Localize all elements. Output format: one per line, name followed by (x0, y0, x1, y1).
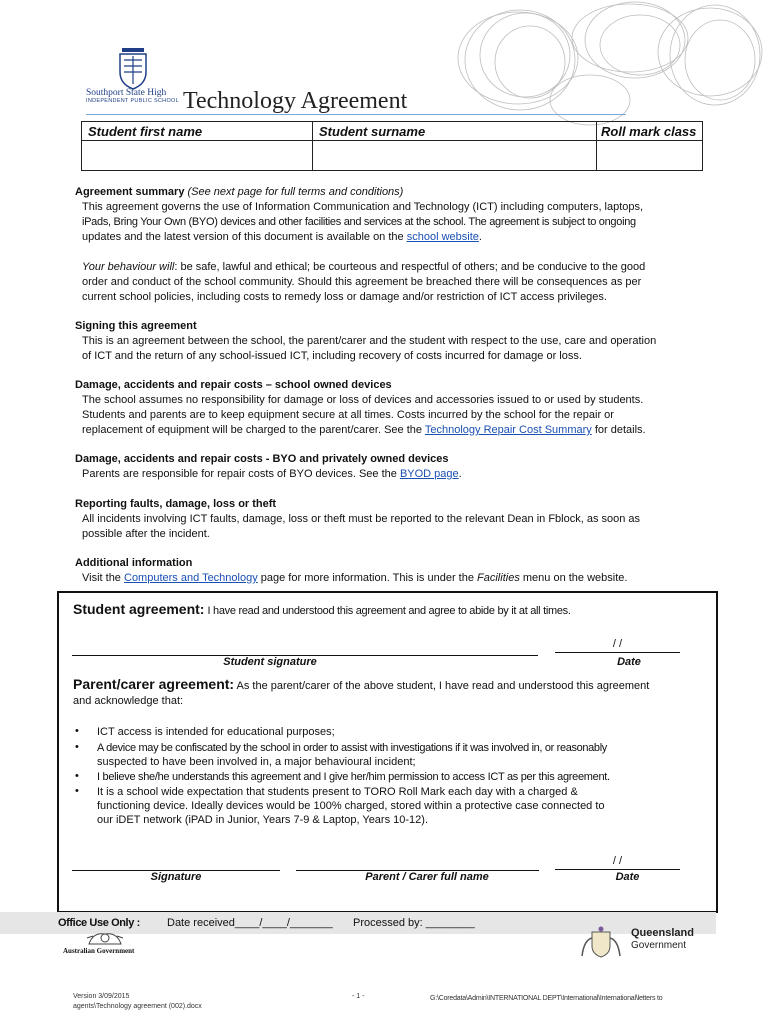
school-crest-logo (118, 48, 148, 90)
office-use-label: Office Use Only : (58, 917, 140, 929)
byod-page-link[interactable]: BYOD page (399, 468, 459, 480)
bullet-item-3: I believe she/he understands this agreement and I give her/him permission to access ICT as per this agreement. (97, 771, 610, 783)
footer-version: Version 3/09/2015 (73, 993, 130, 1000)
bullet-item-2-cont: suspected to have been involved in, a major behavioural incident; (97, 756, 416, 768)
student-date-label: Date (617, 656, 641, 668)
roll-mark-class-field[interactable] (597, 141, 703, 171)
student-date-slashes: / / (612, 638, 623, 650)
repair-cost-summary-link[interactable]: Technology Repair Cost Summary (424, 424, 592, 436)
additional-heading: Additional information (75, 557, 193, 569)
reporting-paragraph: All incidents involving ICT faults, damage, loss or theft must be reported to the relevant Dean in Fblock, as soon as possible after the incident. (82, 513, 641, 540)
damage-school-paragraph: The school assumes no responsibility for damage or loss of devices and accessories issued to or used by students. Students and parents are to keep equipment secure at all times. Costs incurred by the school for the repair or replacement of equipment will be charged to the parent/carer. See the Technology Repair Cost Summary for details. (82, 394, 646, 436)
page-title: Technology Agreement (183, 88, 408, 114)
australian-government-label: Australian Government (63, 947, 135, 955)
parent-agreement-text: Parent/carer agreement: As the parent/carer of the above student, I have read and understood this agreement and acknowledge that: (73, 676, 650, 707)
title-rule (86, 114, 626, 115)
bullet-point: • (75, 741, 79, 753)
student-agreement-text: Student agreement: I have read and understood this agreement and agree to abide by it at all times. (73, 601, 571, 617)
parent-date-label: Date (615, 871, 640, 883)
parent-date-line[interactable] (555, 869, 680, 870)
decorative-swirl-graphic (430, 0, 770, 140)
parent-date-slashes: / / (612, 855, 623, 867)
surname-field[interactable] (313, 141, 597, 171)
footer-page-number: - 1 - (352, 993, 365, 1000)
student-details-table (81, 121, 703, 171)
student-date-line[interactable] (555, 652, 680, 653)
first-name-field[interactable] (82, 141, 313, 171)
summary-paragraph: This agreement governs the use of Information Communication and Technology (ICT) including computers, laptops, iPads, Bring Your Own (BYO) devices and other facilities and services at the school. The agreement is subject to ongoing updates and the latest version of this document is available on the school website. (82, 201, 644, 243)
footer-path: G:\Coredata\Admin\INTERNATIONAL DEPT\International\International\letters to (430, 995, 663, 1002)
behaviour-paragraph: Your behaviour will: be safe, lawful and ethical; be courteous and respectful of others; and be conducive to the good order and conduct of the school community. Should this agreement be breached there will be consequences as per current school policies, including costs to remedy loss or damage and/or restriction of ICT access privileges. (82, 261, 646, 303)
processed-by-field[interactable]: Processed by: ________ (353, 917, 475, 929)
bullet-point: • (75, 785, 79, 797)
reporting-heading: Reporting faults, damage, loss or theft (75, 498, 277, 510)
signing-heading: Signing this agreement (75, 320, 197, 332)
bullet-point: • (75, 725, 79, 737)
queensland-government-crest-icon (578, 926, 624, 958)
damage-school-heading: Damage, accidents and repair costs – school owned devices (75, 379, 392, 391)
parent-signature-label: Signature (150, 871, 202, 883)
damage-byo-heading: Damage, accidents and repair costs - BYO and privately owned devices (75, 453, 449, 465)
signing-paragraph: This is an agreement between the school, the parent/carer and the student with respect to the use, care and operation of ICT and the return of any school-issued ICT, including recovery of costs incurred for damage or loss. (82, 335, 657, 362)
government-label: Government (631, 940, 687, 951)
queensland-label: Queensland (631, 927, 694, 939)
bullet-item-2: A device may be confiscated by the school in order to assist with investigations if it was involved in, or reasonably (97, 742, 607, 754)
bullet-point: • (75, 770, 79, 782)
computers-technology-link[interactable]: Computers and Technology (124, 572, 258, 584)
bullet-item-4: It is a school wide expectation that students present to TORO Roll Mark each day with a charged & (97, 786, 578, 798)
bullet-item-4-cont1: functioning device. Ideally devices would be 100% charged, stored within a protective case connected to (97, 800, 605, 812)
additional-paragraph: Visit the Computers and Technology page for more information. This is under the Facilities menu on the website. (82, 572, 628, 584)
summary-heading: Agreement summary (See next page for full terms and conditions) (75, 186, 404, 198)
date-received-field[interactable]: Date received____/____/_______ (167, 917, 333, 929)
surname-header: Student surname (313, 122, 597, 141)
school-subtitle: INDEPENDENT PUBLIC SCHOOL (86, 98, 179, 104)
school-name: Southport State High (86, 88, 167, 98)
school-website-link[interactable]: school website (406, 231, 479, 243)
damage-byo-paragraph: Parents are responsible for repair costs of BYO devices. See the BYOD page. (82, 468, 462, 480)
student-signature-label: Student signature (223, 656, 317, 668)
australian-government-crest-icon (85, 930, 125, 946)
roll-mark-class-header: Roll mark class (597, 122, 703, 141)
footer-filename: agents\Technology agreement (002).docx (73, 1003, 202, 1010)
parent-fullname-label: Parent / Carer full name (365, 871, 489, 883)
bullet-item-4-cont2: our iDET network (iPAD in Junior, Years 7-9 & Laptop, Years 10-12). (97, 814, 428, 826)
bullet-item-1: ICT access is intended for educational purposes; (97, 726, 335, 738)
first-name-header: Student first name (82, 122, 313, 141)
